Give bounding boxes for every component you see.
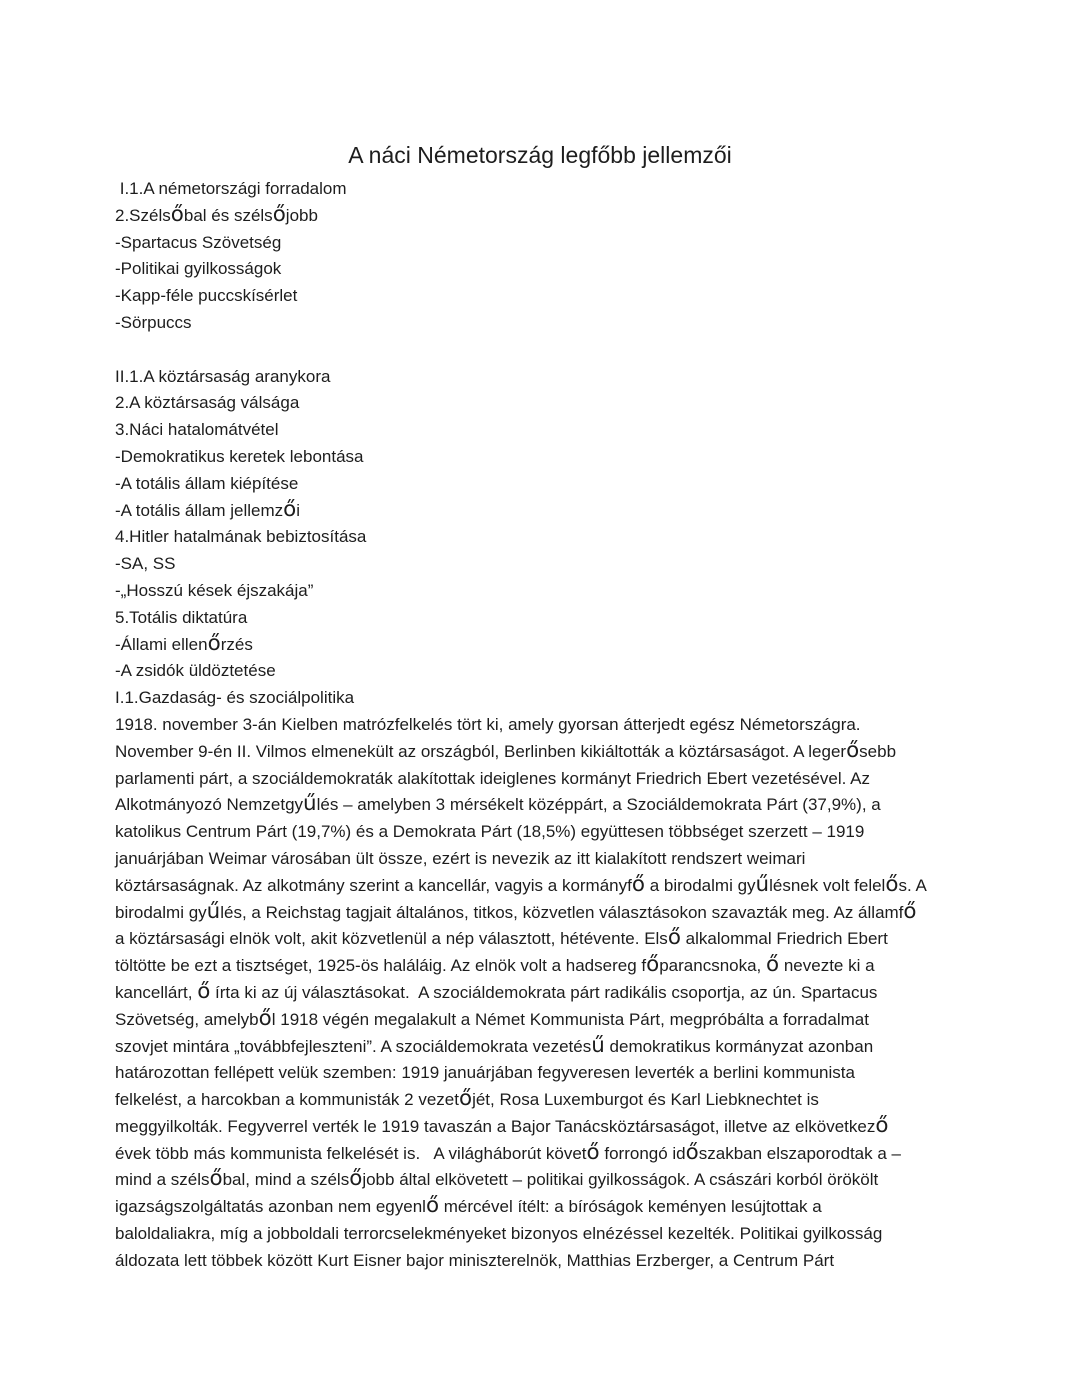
outline-line: -„Hosszú kések éjszakája” [115, 580, 314, 600]
document-content [115, 176, 975, 1275]
outline-line: -Kapp-féle puccskísérlet [115, 286, 298, 306]
body-line: Szövetség, amelyből 1918 végén megalakult a Német Kommunista Párt, megpróbálta a forradalmat [115, 1005, 869, 1031]
outline-line: I.1.Gazdaság- és szociálpolitika [115, 688, 355, 708]
body-line: töltötte be ezt a tisztséget, 1925-ös haláláig. Az elnök volt a hadsereg főparancsnoka, ő nevezte ki a [115, 952, 875, 978]
outline-line: -Politikai gyilkosságok [115, 259, 282, 279]
body-line: köztársaságnak. Az alkotmány szerint a kancellár, vagyis a kormányfő a birodalmi gyűlésnek volt felelős. A [115, 871, 927, 897]
outline-line: -A totális állam jellemzői [115, 496, 301, 522]
body-line: igazságszolgáltatás azonban nem egyenlő mércével ítélt: a bíróságok keményen lesújtottak a [115, 1193, 822, 1219]
body-line: katolikus Centrum Párt (19,7%) és a Demokrata Párt (18,5%) együttesen többséget szerzett – 1919 [115, 822, 865, 842]
outline-line: 4.Hitler hatalmának bebiztosítása [115, 527, 367, 547]
body-line: 1918. november 3-án Kielben matrózfelkelés tört ki, amely gyorsan átterjedt egész Németországra. [115, 714, 861, 734]
outline-line: -Állami ellenőrzés [115, 630, 253, 656]
body-line: áldozata lett többek között Kurt Eisner bajor miniszterelnök, Matthias Erzberger, a Centrum Párt [115, 1250, 835, 1270]
body-line: januárjában Weimar városában ült össze, ezért is nevezik az itt kialakított rendszert weimari [115, 848, 806, 868]
body-line: a köztársasági elnök volt, akit közvetlenül a nép választott, hétévente. Első alkalommal Friedrich Ebert [115, 925, 888, 951]
body-line: határozottan fellépett velük szemben: 1919 januárjában fegyveresen leverték a berlini kommunista [115, 1063, 855, 1083]
outline-line: 5.Totális diktatúra [115, 607, 248, 627]
outline-line: II.1.A köztársaság aranykora [115, 366, 331, 386]
outline-line: I.1.A németországi forradalom [115, 179, 347, 198]
outline-line: -Spartacus Szövetség [115, 232, 282, 252]
outline-line: -Demokratikus keretek lebontása [115, 446, 364, 466]
body-line: November 9-én II. Vilmos elmenekült az országból, Berlinben kikiáltották a köztársaságot. A legerősebb [115, 737, 897, 763]
body-line: mind a szélsőbal, mind a szélsőjobb által elkövetett – politikai gyilkosságok. A császári korból örökölt [115, 1166, 879, 1192]
body-line: felkelést, a harcokban a kommunisták 2 vezetőjét, Rosa Luxemburgot és Karl Liebknechtet is [115, 1086, 819, 1112]
outline-line: -Sörpuccs [115, 312, 192, 332]
body-line: szovjet mintára „továbbfejleszteni”. A szociáldemokrata vezetésű demokratikus kormányzat azonban [115, 1032, 874, 1058]
body-line: parlamenti párt, a szociáldemokraták alakítottak ideiglenes kormányt Friedrich Ebert vezetésével. Az [115, 768, 870, 788]
body-line: kancellárt, ő írta ki az új választásokat. A szociáldemokrata párt radikális csoportja, az ún. Spartacus [115, 978, 878, 1004]
outline-line: -A zsidók üldöztetése [115, 661, 276, 681]
outline-line: 2.Szélsőbal és szélsőjobb [115, 201, 318, 227]
outline-line: -SA, SS [115, 554, 176, 574]
outline-line: -A totális állam kiépítése [115, 473, 299, 493]
page-title: A náci Németország legfőbb jellemzői [348, 142, 732, 169]
body-line: birodalmi gyűlés, a Reichstag tagjait általános, titkos, közvetlen választásokon szavazták meg. Az államfő [115, 898, 917, 924]
body-line: évek több más kommunista felkelését is. A világháborút követő forrongó időszakban elszaporodtak a – [115, 1139, 901, 1165]
body-line: Alkotmányozó Nemzetgyűlés – amelyben 3 mérsékelt középpárt, a Szociáldemokrata Párt (37,9%), a [115, 791, 881, 817]
body-line: meggyilkolták. Fegyverrel verték le 1919 tavaszán a Bajor Tanácsköztársaságot, illetve az elkövetkező [115, 1112, 889, 1138]
outline-line: 3.Náci hatalomátvétel [115, 420, 279, 440]
outline-line: 2.A köztársaság válsága [115, 393, 300, 413]
blank-line [115, 337, 975, 364]
body-line: baloldaliakra, míg a jobboldali terrorcselekményeket bizonyos elnézéssel kezelték. Politikai gyilkosság [115, 1224, 883, 1244]
